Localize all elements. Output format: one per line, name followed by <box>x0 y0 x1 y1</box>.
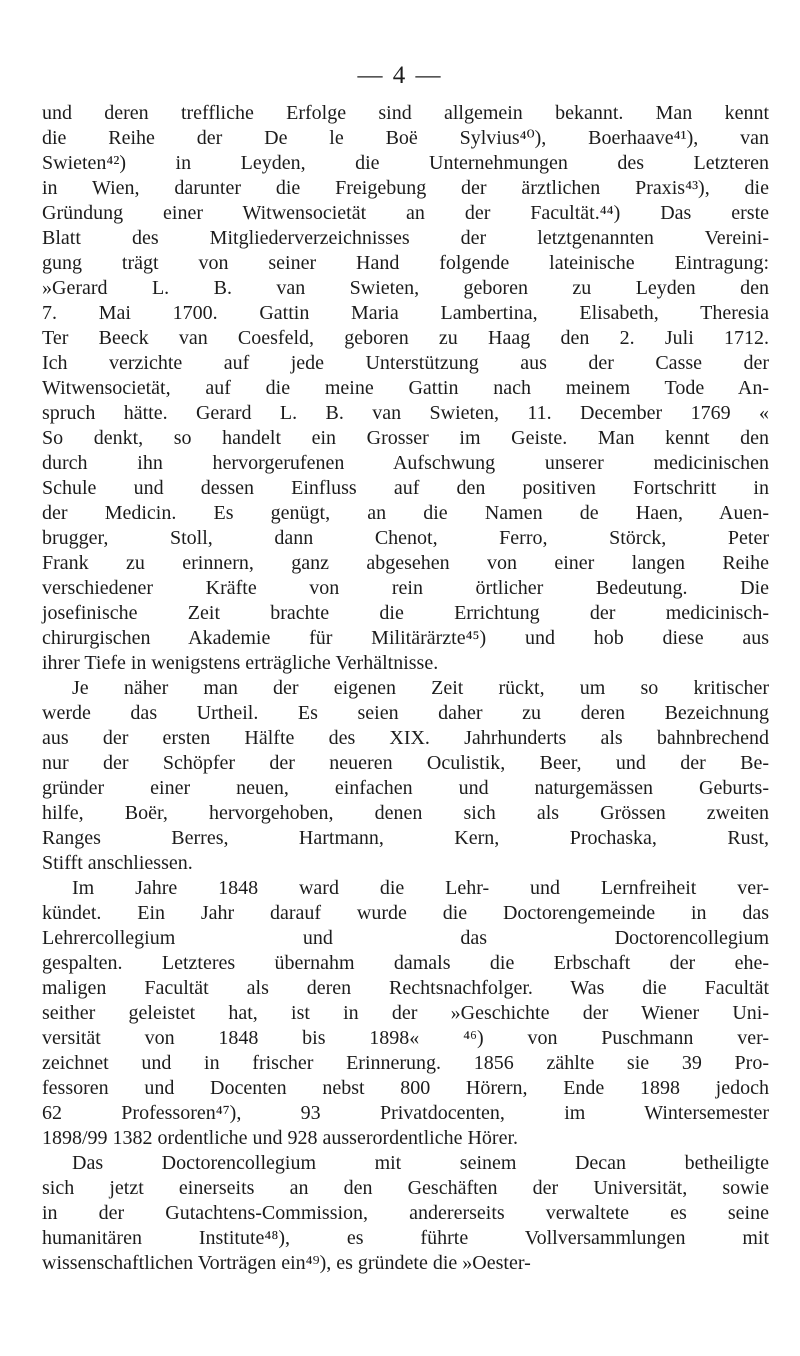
text-line: werde das Urtheil. Es seien daher zu deren Bezeichnung <box>42 702 769 724</box>
text-line: aus der ersten Hälfte des XIX. Jahrhunderts als bahnbrechend <box>42 727 769 749</box>
text-line: hilfe, Boër, hervorgehoben, denen sich als Grössen zweiten <box>42 802 769 824</box>
text-line: gespalten. Letzteres übernahm damals die Erbschaft der ehe- <box>42 952 769 974</box>
text-line: 1898/99 1382 ordentliche und 928 ausserordentliche Hörer. <box>42 1127 518 1149</box>
body-text <box>42 101 769 1276</box>
paragraph <box>42 1151 769 1276</box>
text-line: gründer einer neuen, einfachen und naturgemässen Geburts- <box>42 777 769 799</box>
text-line: Blatt des Mitgliederverzeichnisses der letztgenannten Vereini- <box>42 227 769 249</box>
text-line: »Gerard L. B. van Swieten, geboren zu Leyden den <box>42 277 769 299</box>
text-line: Ranges Berres, Hartmann, Kern, Prochaska, Rust, <box>42 827 769 849</box>
text-line: Lehrercollegium und das Doctorencollegium <box>42 927 769 949</box>
text-line: in der Gutachtens-Commission, andererseits verwaltete es seine <box>42 1202 769 1224</box>
text-line: Stifft anschliessen. <box>42 852 193 874</box>
paragraph <box>42 676 769 876</box>
text-line: und deren treffliche Erfolge sind allgemein bekannt. Man kennt <box>42 102 769 124</box>
text-line: Schule und dessen Einfluss auf den positiven Fortschritt in <box>42 477 769 499</box>
text-line: Je näher man der eigenen Zeit rückt, um so kritischer <box>72 677 769 699</box>
text-line: maligen Facultät als deren Rechtsnachfolger. Was die Facultät <box>42 977 769 999</box>
text-line: fessoren und Docenten nebst 800 Hörern, Ende 1898 jedoch <box>42 1077 769 1099</box>
text-line: brugger, Stoll, dann Chenot, Ferro, Störck, Peter <box>42 527 769 549</box>
text-line: Swieten⁴²) in Leyden, die Unternehmungen des Letzteren <box>42 152 769 174</box>
text-line: versität von 1848 bis 1898« ⁴⁶) von Puschmann ver- <box>42 1027 769 1049</box>
text-line: spruch hätte. Gerard L. B. van Swieten, 11. December 1769 « <box>42 402 769 424</box>
text-line: kündet. Ein Jahr darauf wurde die Doctorengemeinde in das <box>42 902 769 924</box>
text-line: humanitären Institute⁴⁸), es führte Vollversammlungen mit <box>42 1227 769 1249</box>
text-line: wissenschaftlichen Vorträgen ein⁴⁹), es gründete die »Oester- <box>42 1252 531 1274</box>
text-line: durch ihn hervorgerufenen Aufschwung unserer medicinischen <box>42 452 769 474</box>
text-line: zeichnet und in frischer Erinnerung. 1856 zählte sie 39 Pro- <box>42 1052 769 1074</box>
text-line: die Reihe der De le Boë Sylvius⁴⁰), Boerhaave⁴¹), van <box>42 127 769 149</box>
paragraph <box>42 876 769 1151</box>
text-line: chirurgischen Akademie für Militärärzte⁴⁵) und hob diese aus <box>42 627 769 649</box>
text-line: gung trägt von seiner Hand folgende lateinische Eintragung: <box>42 252 769 274</box>
text-line: Das Doctorencollegium mit seinem Decan betheiligte <box>72 1152 769 1174</box>
text-line: verschiedener Kräfte von rein örtlicher Bedeutung. Die <box>42 577 769 599</box>
text-line: 62 Professoren⁴⁷), 93 Privatdocenten, im Wintersemester <box>42 1102 769 1124</box>
text-line: Gründung einer Witwensocietät an der Facultät.⁴⁴) Das erste <box>42 202 769 224</box>
text-line: nur der Schöpfer der neueren Oculistik, Beer, und der Be- <box>42 752 769 774</box>
text-line: sich jetzt einerseits an den Geschäften der Universität, sowie <box>42 1177 769 1199</box>
text-line: Ter Beeck van Coesfeld, geboren zu Haag den 2. Juli 1712. <box>42 327 769 349</box>
text-line: seither geleistet hat, ist in der »Geschichte der Wiener Uni- <box>42 1002 769 1024</box>
text-line: ihrer Tiefe in wenigstens erträgliche Verhältnisse. <box>42 652 439 674</box>
text-line: 7. Mai 1700. Gattin Maria Lambertina, Elisabeth, Theresia <box>42 302 769 324</box>
text-line: der Medicin. Es genügt, an die Namen de Haen, Auen- <box>42 502 769 524</box>
text-line: Ich verzichte auf jede Unterstützung aus der Casse der <box>42 352 769 374</box>
page-number: — 4 — <box>357 62 443 89</box>
text-line: Witwensocietät, auf die meine Gattin nach meinem Tode An- <box>42 377 769 399</box>
text-line: in Wien, darunter die Freigebung der ärztlichen Praxis⁴³), die <box>42 177 769 199</box>
text-line: josefinische Zeit brachte die Errichtung der medicinisch- <box>42 602 769 624</box>
paragraph <box>42 101 769 676</box>
text-line: Im Jahre 1848 ward die Lehr- und Lernfreiheit ver- <box>72 877 769 899</box>
text-line: Frank zu erinnern, ganz abgesehen von einer langen Reihe <box>42 552 769 574</box>
text-line: So denkt, so handelt ein Grosser im Geiste. Man kennt den <box>42 427 769 449</box>
